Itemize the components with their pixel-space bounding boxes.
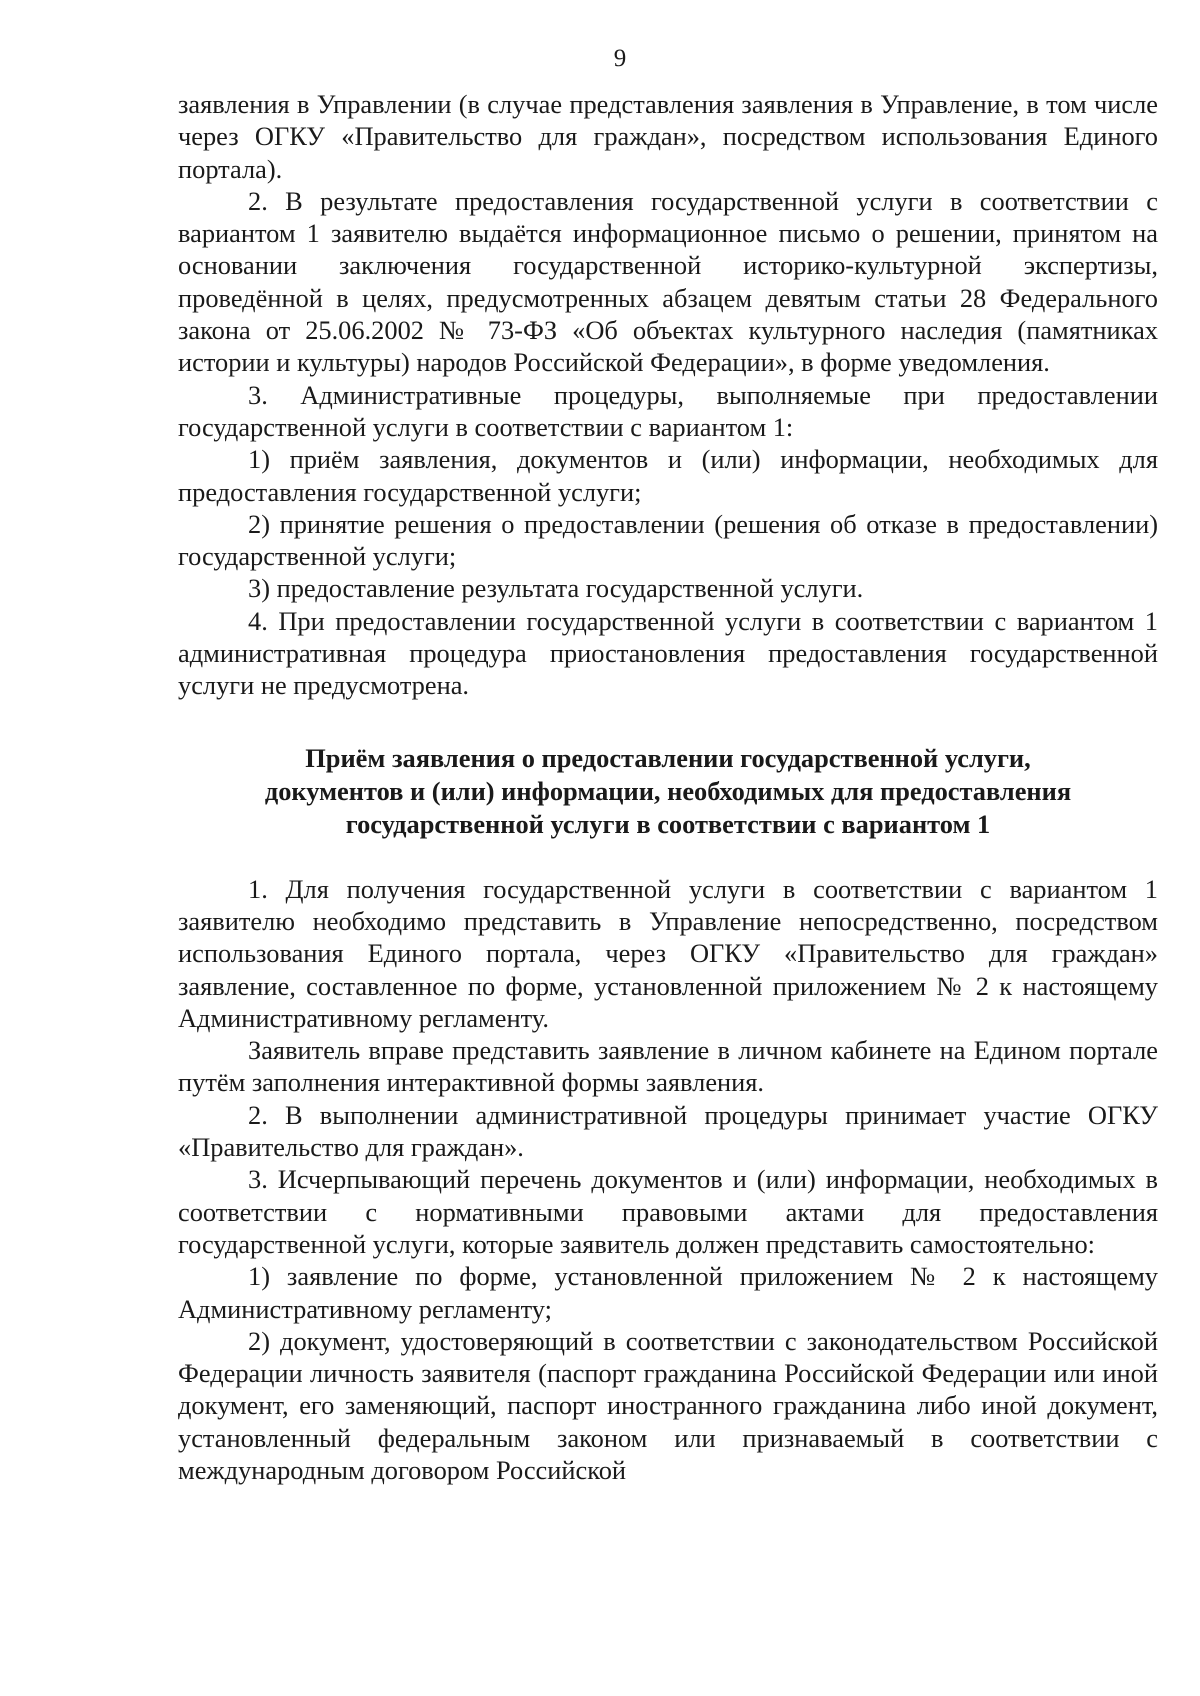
list-item-procedure-1: 1) приём заявления, документов и (или) информации, необходимых для предоставления государственной услуги;	[178, 444, 1158, 507]
section-heading	[178, 742, 1158, 841]
paragraph-continuation: заявления в Управлении (в случае представления заявления в Управление, в том числе через ОГКУ «Правительство для граждан», посредством использования Единого портала).	[178, 89, 1158, 184]
paragraph-no-suspension: 4. При предоставлении государственной услуги в соответствии с вариантом 1 административная процедура приостановления предоставления государственной услуги не предусмотрена.	[178, 605, 1158, 701]
list-item-document-1: 1) заявление по форме, установленной приложением № 2 к настоящему Административному регламенту;	[178, 1261, 1158, 1324]
paragraph-application: 1. Для получения государственной услуги в соответствии с вариантом 1 заявителю необходимо представить в Управление непосредственно, посредством использования Единого портала, через ОГКУ «Правительство для граждан» заявление, составленное по форме, установленной приложением № 2 к настоящему Административному регламенту.	[178, 873, 1158, 1033]
section-heading-line-3: государственной услуги в соответствии с вариантом 1	[345, 808, 991, 839]
paragraph-procedures: 3. Административные процедуры, выполняемые при предоставлении государственной услуги в соответствии с вариантом 1:	[178, 379, 1158, 442]
paragraph-personal-cabinet: Заявитель вправе представить заявление в личном кабинете на Едином портале путём заполнения интерактивной формы заявления.	[178, 1035, 1158, 1098]
list-item-procedure-2: 2) принятие решения о предоставлении (решения об отказе в предоставлении) государственной услуги;	[178, 508, 1158, 572]
list-item-procedure-3: 3) предоставление результата государственной услуги.	[248, 573, 864, 604]
section-heading-line-2: документов и (или) информации, необходимых для предоставления	[264, 775, 1072, 806]
paragraph-participation: 2. В выполнении административной процедуры принимает участие ОГКУ «Правительство для граждан».	[178, 1099, 1158, 1163]
paragraph-result: 2. В результате предоставления государственной услуги в соответствии с вариантом 1 заявителю выдаётся информационное письмо о решении, принятом на основании заключения государственной историко-культурной экспертизы, проведённой в целях, предусмотренных абзацем девятым статьи 28 Федерального закона от 25.06.2002 № 73-ФЗ «Об объектах культурного наследия (памятниках истории и культуры) народов Российской Федерации», в форме уведомления.	[178, 185, 1158, 378]
list-item-document-2: 2) документ, удостоверяющий в соответствии с законодательством Российской Федерации личность заявителя (паспорт гражданина Российской Федерации или иной документ, его заменяющий, паспорт иностранного гражданина либо иной документ, установленный федеральным законом или признаваемый в соответствии с международным договором Российской	[178, 1325, 1158, 1485]
paragraph-document-list: 3. Исчерпывающий перечень документов и (или) информации, необходимых в соответствии с нормативными правовыми актами для предоставления государственной услуги, которые заявитель должен представить самостоятельно:	[178, 1164, 1158, 1259]
page-number: 9	[613, 45, 627, 72]
document-body	[178, 88, 1158, 1486]
section-heading-line-1: Приём заявления о предоставлении государственной услуги,	[305, 742, 1031, 773]
